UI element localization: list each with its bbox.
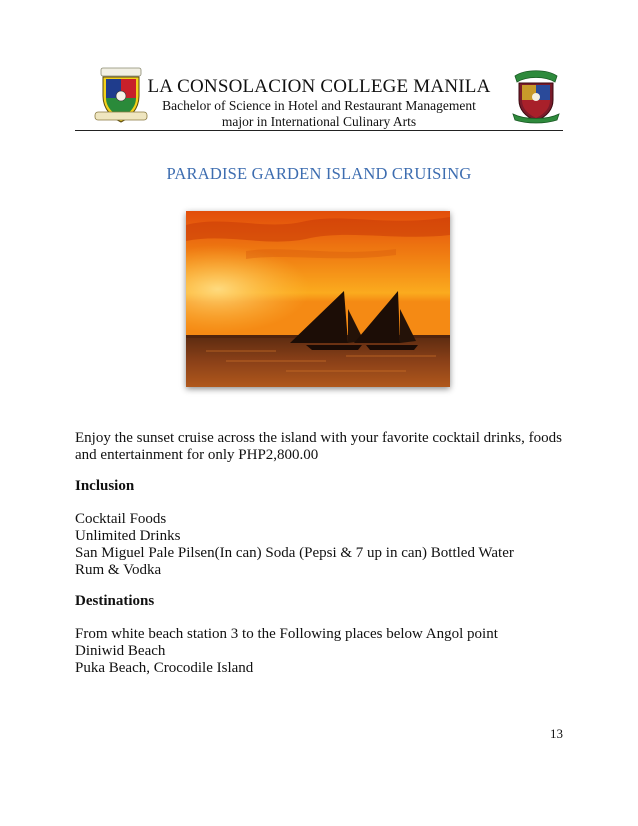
hrm-department-crest-icon xyxy=(509,68,563,124)
page-number: 13 xyxy=(550,726,563,741)
sunset-sailboats-photo xyxy=(186,211,450,387)
destination-item: Diniwid Beach xyxy=(75,643,166,659)
header-divider xyxy=(75,130,563,131)
inclusion-item: Unlimited Drinks xyxy=(75,528,181,544)
document-header xyxy=(75,64,563,130)
inclusion-heading: Inclusion xyxy=(75,478,135,494)
college-name: LA CONSOLACION COLLEGE MANILA xyxy=(147,76,491,97)
destination-item: Puka Beach, Crocodile Island xyxy=(75,660,254,676)
destinations-heading: Destinations xyxy=(75,593,155,609)
intro-line-2: and entertainment for only PHP2,800.00 xyxy=(75,447,319,463)
program-line-1: Bachelor of Science in Hotel and Restaurant Management xyxy=(162,98,476,113)
document-body xyxy=(75,430,563,677)
page-title: PARADISE GARDEN ISLAND CRUISING xyxy=(166,164,472,183)
inclusion-item: Cocktail Foods xyxy=(75,511,167,527)
destination-item: From white beach station 3 to the Following places below Angol point xyxy=(75,626,498,642)
program-line-2: major in International Culinary Arts xyxy=(221,114,417,129)
inclusion-item: San Miguel Pale Pilsen(In can) Soda (Pepsi & 7 up in can) Bottled Water xyxy=(75,545,514,561)
intro-line-1: Enjoy the sunset cruise across the island with your favorite cocktail drinks, foods xyxy=(75,430,562,446)
inclusion-item: Rum & Vodka xyxy=(75,562,162,578)
program-name xyxy=(75,98,563,130)
